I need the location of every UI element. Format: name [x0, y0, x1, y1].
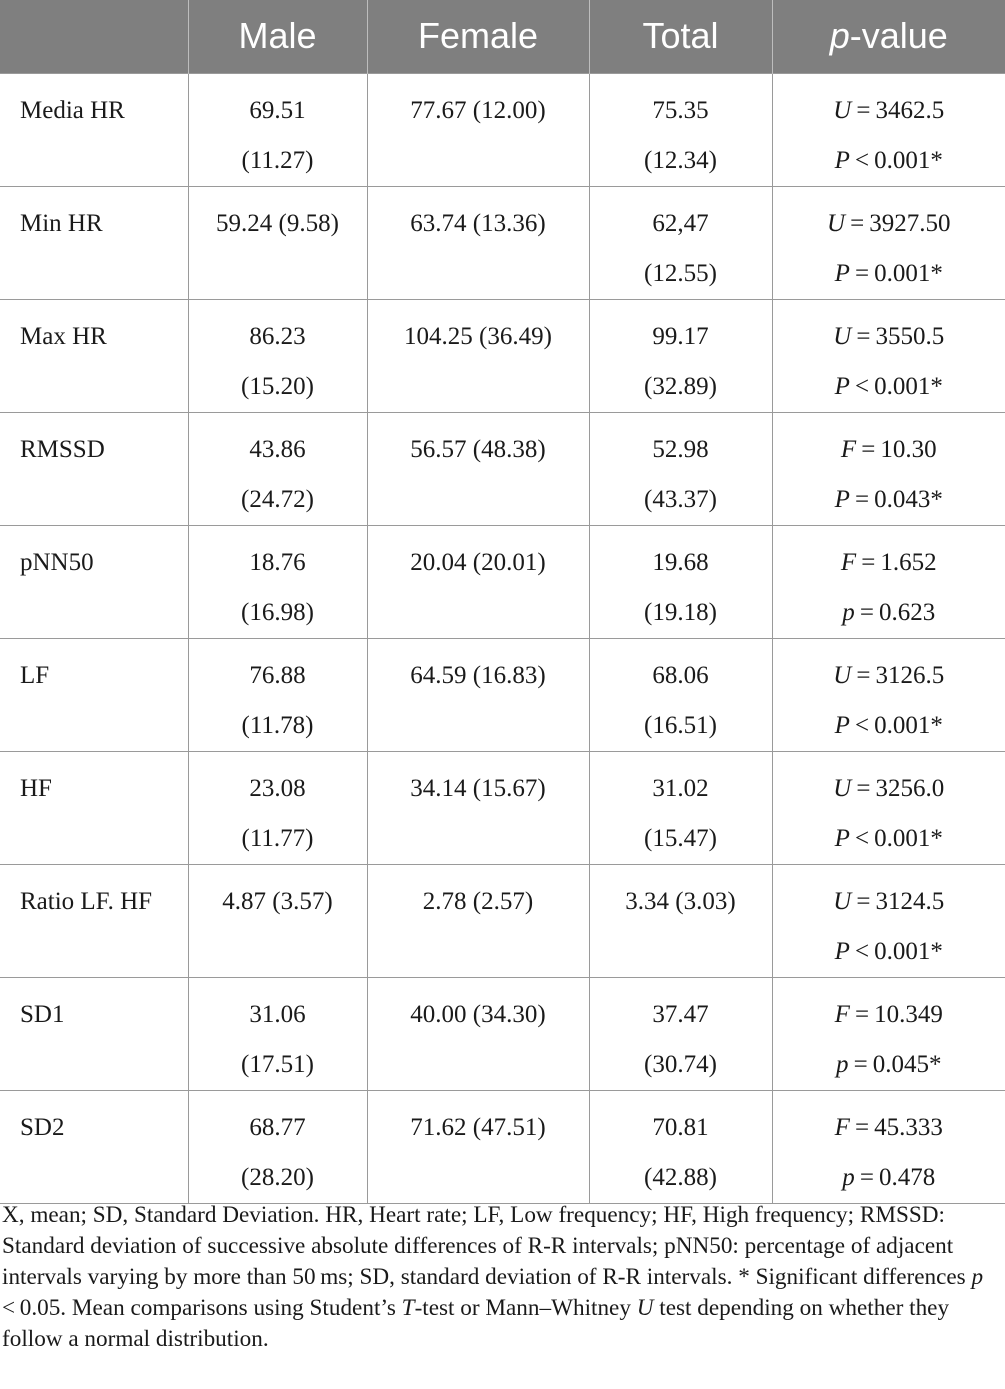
p-symbol: P — [834, 824, 850, 852]
cell-total-line: (15.47) — [644, 824, 717, 852]
cell-male-line: (17.51) — [241, 1050, 314, 1078]
cell-female — [367, 864, 589, 977]
test-statistic — [779, 86, 1000, 136]
cell-female-line: 104.25 (36.49) — [404, 322, 552, 350]
table-row — [0, 977, 1005, 1090]
test-statistic — [779, 199, 1000, 249]
cell-male — [188, 1090, 367, 1203]
table-row — [0, 186, 1005, 299]
cell-total-line: 19.68 — [652, 548, 709, 576]
cell-male-line: 23.08 — [249, 774, 306, 802]
cell-total — [589, 1090, 772, 1203]
equals-sign: = — [856, 435, 881, 463]
row-label: Max HR — [0, 299, 188, 412]
p-symbol: P — [834, 711, 850, 739]
cell-total-line: (30.74) — [644, 1050, 717, 1078]
test-statistic — [779, 538, 1000, 588]
p-result — [779, 1040, 1000, 1090]
cell-total — [589, 186, 772, 299]
table-footnote — [2, 1200, 1000, 1355]
equals-sign: = — [849, 1000, 875, 1028]
p-value: 0.045* — [872, 1050, 942, 1078]
equals-sign: = — [851, 322, 876, 350]
p-result — [779, 475, 1000, 525]
cell-female-line: 40.00 (34.30) — [410, 1000, 546, 1028]
row-label: LF — [0, 638, 188, 751]
table-row — [0, 412, 1005, 525]
table-row — [0, 73, 1005, 186]
cell-male-line: (11.78) — [241, 711, 314, 739]
cell-male — [188, 73, 367, 186]
cell-female — [367, 751, 589, 864]
cell-male — [188, 864, 367, 977]
cell-male-line: (11.27) — [241, 146, 314, 174]
footnote-t-symbol: T — [401, 1295, 415, 1321]
p-operator: < — [854, 372, 870, 400]
statistic-symbol: U — [833, 887, 852, 915]
cell-male-line: 4.87 (3.57) — [222, 887, 333, 915]
statistic-symbol: F — [834, 1113, 850, 1141]
cell-total — [589, 864, 772, 977]
cell-total-line: (16.51) — [644, 711, 717, 739]
cell-total-line: (42.88) — [644, 1163, 717, 1191]
row-label: RMSSD — [0, 412, 188, 525]
row-label: SD1 — [0, 977, 188, 1090]
table-header-row — [0, 0, 1005, 73]
cell-male — [188, 299, 367, 412]
cell-male-line: 18.76 — [249, 548, 306, 576]
cell-female — [367, 299, 589, 412]
p-result — [779, 362, 1000, 412]
p-result — [779, 588, 1000, 638]
cell-male-line: 43.86 — [249, 435, 306, 463]
p-value: 0.001* — [874, 824, 943, 852]
test-statistic — [779, 764, 1000, 814]
header-total: Total — [589, 0, 772, 73]
header-p-rest: -value — [849, 15, 948, 57]
cell-female-line: 77.67 (12.00) — [410, 96, 546, 124]
test-statistic — [779, 312, 1000, 362]
p-result — [779, 136, 1000, 186]
p-symbol: p — [836, 1050, 849, 1078]
p-value: 0.001* — [874, 146, 943, 174]
statistic-symbol: F — [840, 548, 857, 576]
test-statistic — [779, 990, 1000, 1040]
cell-total-line: (19.18) — [644, 598, 717, 626]
cell-male-line: (16.98) — [241, 598, 314, 626]
cell-p-value — [772, 73, 1005, 186]
cell-total — [589, 525, 772, 638]
test-statistic — [779, 651, 1000, 701]
footnote-text: test depending on whether they follow a normal distribution. — [2, 1295, 950, 1352]
p-operator: = — [859, 598, 874, 626]
cell-total-line: (12.34) — [644, 146, 717, 174]
header-female: Female — [367, 0, 589, 73]
footnote-p-symbol: p — [971, 1264, 984, 1290]
equals-sign: = — [856, 548, 881, 576]
cell-p-value — [772, 638, 1005, 751]
p-result — [779, 1153, 1000, 1203]
statistic-value: 3927.50 — [869, 209, 951, 237]
header-p-symbol: p — [829, 15, 850, 57]
cell-total-line: 37.47 — [652, 1000, 709, 1028]
cell-total-line: 70.81 — [652, 1113, 709, 1141]
header-variable — [0, 0, 188, 73]
row-label: Ratio LF. HF — [0, 864, 188, 977]
table-row — [0, 638, 1005, 751]
cell-p-value — [772, 186, 1005, 299]
statistic-value: 45.333 — [874, 1113, 943, 1141]
cell-male-line: 69.51 — [249, 96, 306, 124]
statistic-symbol: U — [833, 661, 852, 689]
test-statistic — [779, 877, 1000, 927]
p-result — [779, 927, 1000, 977]
equals-sign: = — [851, 661, 876, 689]
cell-male — [188, 751, 367, 864]
p-symbol: P — [834, 259, 850, 287]
footnote-text: X, mean; SD, Standard Deviation. HR, Heart rate; LF, Low frequency; HF, High frequency; RMSSD: Standard deviation of successive absolute differences of R-R intervals; pNN50: percentage of adjacent intervals varying by more than 50 ms; SD, standard deviation of R-R intervals. * Significant differences — [2, 1202, 972, 1290]
p-result — [779, 701, 1000, 751]
cell-female — [367, 525, 589, 638]
cell-male-line: 31.06 — [249, 1000, 306, 1028]
cell-female — [367, 186, 589, 299]
p-symbol: p — [842, 598, 855, 626]
p-operator: = — [854, 259, 870, 287]
cell-male-line: (15.20) — [241, 372, 314, 400]
table-row — [0, 525, 1005, 638]
table-row — [0, 1090, 1005, 1203]
cell-male-line: 76.88 — [249, 661, 306, 689]
equals-sign: = — [851, 774, 876, 802]
cell-p-value — [772, 977, 1005, 1090]
cell-female-line: 34.14 (15.67) — [410, 774, 546, 802]
cell-female-line: 20.04 (20.01) — [410, 548, 546, 576]
cell-female-line: 64.59 (16.83) — [410, 661, 546, 689]
p-operator: < — [854, 824, 870, 852]
header-p-value — [772, 0, 1005, 73]
cell-female-line: 63.74 (13.36) — [410, 209, 546, 237]
p-symbol: P — [834, 485, 850, 513]
cell-male-line: 86.23 — [249, 322, 306, 350]
cell-total — [589, 73, 772, 186]
p-value: 0.001* — [874, 937, 943, 965]
table-row — [0, 299, 1005, 412]
cell-p-value — [772, 864, 1005, 977]
statistic-value: 3256.0 — [875, 774, 945, 802]
cell-male — [188, 525, 367, 638]
cell-male — [188, 186, 367, 299]
cell-male-line: 59.24 (9.58) — [216, 209, 339, 237]
cell-male — [188, 412, 367, 525]
test-statistic — [779, 1103, 1000, 1153]
cell-female — [367, 412, 589, 525]
cell-total — [589, 299, 772, 412]
cell-female-line: 71.62 (47.51) — [410, 1113, 546, 1141]
p-value: 0.001* — [874, 372, 943, 400]
p-operator: = — [859, 1163, 874, 1191]
cell-total — [589, 638, 772, 751]
cell-total-line: 52.98 — [652, 435, 709, 463]
p-value: 0.043* — [874, 485, 943, 513]
cell-male-line: (11.77) — [241, 824, 314, 852]
statistic-value: 1.652 — [880, 548, 937, 576]
p-symbol: P — [834, 146, 850, 174]
cell-female — [367, 1090, 589, 1203]
p-operator: < — [854, 146, 870, 174]
cell-male — [188, 638, 367, 751]
table-row — [0, 751, 1005, 864]
cell-total-line: 62,47 — [652, 209, 709, 237]
statistic-value: 3124.5 — [875, 887, 945, 915]
equals-sign: = — [851, 96, 876, 124]
p-value: 0.001* — [874, 259, 943, 287]
p-value: 0.001* — [874, 711, 943, 739]
statistic-symbol: U — [833, 96, 852, 124]
statistic-value: 3462.5 — [875, 96, 945, 124]
cell-male-line: (28.20) — [241, 1163, 314, 1191]
p-symbol: P — [834, 937, 850, 965]
cell-total — [589, 751, 772, 864]
statistic-value: 3126.5 — [875, 661, 945, 689]
p-operator: < — [854, 937, 870, 965]
cell-p-value — [772, 525, 1005, 638]
cell-female — [367, 73, 589, 186]
table-body — [0, 73, 1005, 1203]
cell-total-line: 3.34 (3.03) — [625, 887, 736, 915]
cell-p-value — [772, 751, 1005, 864]
equals-sign: = — [849, 1113, 875, 1141]
p-value: 0.623 — [878, 598, 936, 626]
cell-female — [367, 977, 589, 1090]
statistic-symbol: U — [833, 322, 852, 350]
p-symbol: p — [842, 1163, 855, 1191]
statistic-symbol: U — [833, 774, 852, 802]
cell-p-value — [772, 412, 1005, 525]
cell-male-line: 68.77 — [249, 1113, 306, 1141]
row-label: SD2 — [0, 1090, 188, 1203]
cell-female-line: 2.78 (2.57) — [422, 887, 534, 915]
p-value: 0.478 — [878, 1163, 936, 1191]
p-result — [779, 249, 1000, 299]
cell-total-line: 68.06 — [652, 661, 709, 689]
cell-total-line: 99.17 — [652, 322, 709, 350]
cell-p-value — [772, 1090, 1005, 1203]
footnote-text: < 0.05. Mean comparisons using Student’s — [2, 1264, 988, 1321]
header-male: Male — [188, 0, 367, 73]
cell-total-line: (32.89) — [644, 372, 717, 400]
cell-total — [589, 412, 772, 525]
cell-p-value — [772, 299, 1005, 412]
equals-sign: = — [851, 887, 876, 915]
cell-total-line: (43.37) — [644, 485, 717, 513]
row-label: Min HR — [0, 186, 188, 299]
cell-female-line: 56.57 (48.38) — [410, 435, 546, 463]
cell-female — [367, 638, 589, 751]
row-label: pNN50 — [0, 525, 188, 638]
equals-sign: = — [845, 209, 870, 237]
cell-total-line: (12.55) — [644, 259, 717, 287]
test-statistic — [779, 425, 1000, 475]
statistic-symbol: F — [834, 1000, 850, 1028]
statistic-value: 10.30 — [880, 435, 937, 463]
table-row — [0, 864, 1005, 977]
statistic-symbol: F — [840, 435, 857, 463]
statistic-symbol: U — [827, 209, 846, 237]
p-operator: < — [854, 711, 870, 739]
cell-total-line: 75.35 — [652, 96, 709, 124]
statistic-value: 10.349 — [874, 1000, 943, 1028]
footnote-u-symbol: U — [636, 1295, 654, 1321]
cell-total-line: 31.02 — [652, 774, 709, 802]
cell-male — [188, 977, 367, 1090]
p-operator: = — [853, 1050, 868, 1078]
cell-male-line: (24.72) — [241, 485, 314, 513]
statistic-value: 3550.5 — [875, 322, 945, 350]
p-operator: = — [854, 485, 870, 513]
row-label: HF — [0, 751, 188, 864]
p-symbol: P — [834, 372, 850, 400]
footnote-text: -test or Mann–Whitney — [414, 1295, 637, 1321]
cell-total — [589, 977, 772, 1090]
p-result — [779, 814, 1000, 864]
row-label: Media HR — [0, 73, 188, 186]
